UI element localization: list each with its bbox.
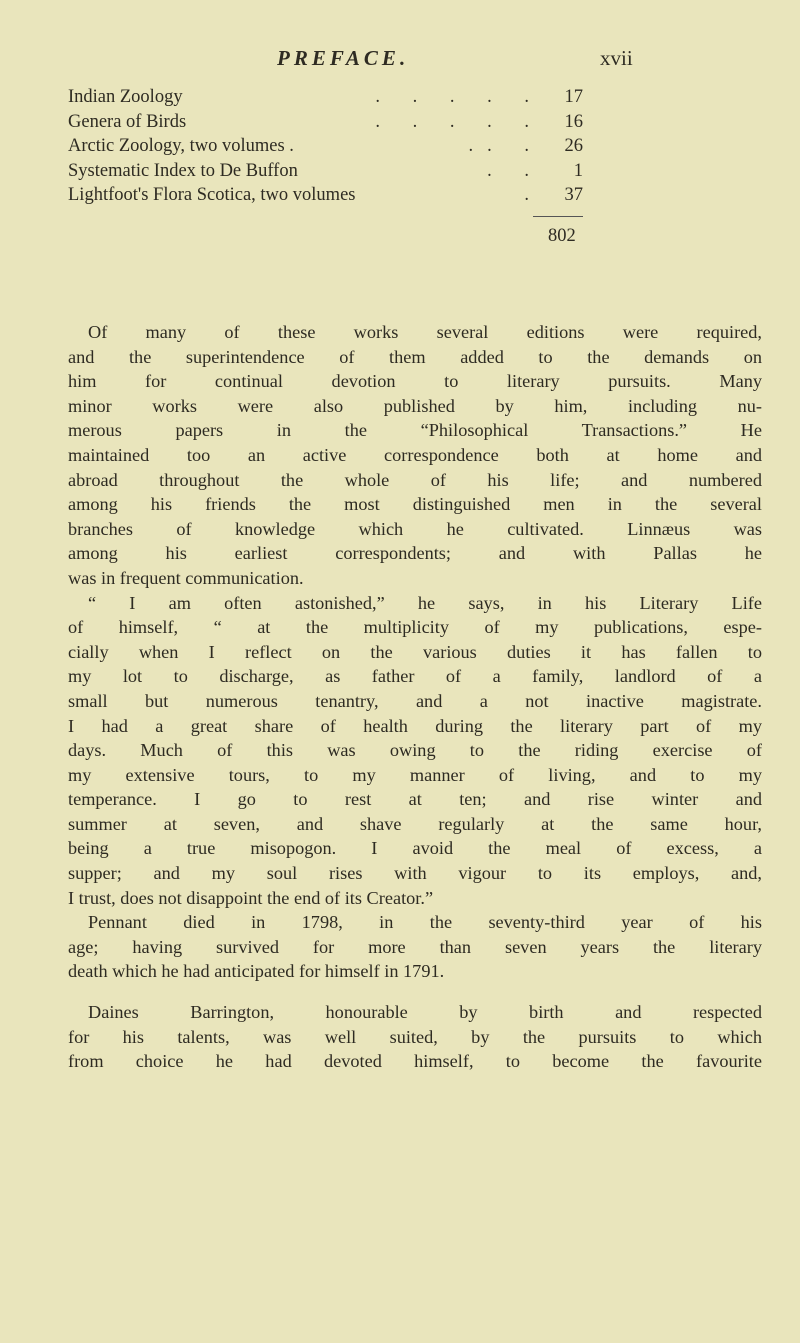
text-line: and the superintendence of them added to the demands on bbox=[68, 346, 762, 367]
text-line: minor works were also published by him, including nu- bbox=[68, 395, 762, 416]
text-line: Of many of these works several editions were required, bbox=[88, 322, 762, 342]
leader-dots: . . . . . bbox=[375, 111, 543, 132]
text-line: death which he had anticipated for himself in 1791. bbox=[68, 961, 445, 982]
work-count: 17 bbox=[564, 87, 583, 107]
text-line: abroad throughout the whole of his life; and numbered bbox=[68, 469, 762, 490]
work-title: Indian Zoology bbox=[68, 87, 183, 107]
works-list bbox=[68, 85, 583, 208]
text-line: my extensive tours, to my manner of living, and to my bbox=[68, 764, 762, 785]
work-count: 37 bbox=[564, 185, 583, 205]
text-line: branches of knowledge which he cultivated. Linnæus was bbox=[68, 518, 762, 539]
list-item bbox=[68, 159, 583, 184]
leader-dots: . . . . . bbox=[375, 87, 543, 107]
running-head-title: PREFACE. bbox=[277, 46, 410, 70]
text-line: being a true misopogon. I avoid the meal of excess, a bbox=[68, 838, 762, 859]
leader-dots: . bbox=[524, 185, 543, 205]
sum-rule bbox=[533, 216, 583, 217]
text-line: for his talents, was well suited, by the pursuits to which bbox=[68, 1026, 762, 1047]
paragraph-pennant bbox=[68, 320, 762, 984]
work-title: Genera of Birds bbox=[68, 111, 187, 132]
text-line: Pennant died in 1798, in the seventy-third year of his bbox=[88, 912, 762, 933]
text-line: Daines Barrington, honourable by birth and respected bbox=[88, 1002, 762, 1022]
list-item bbox=[68, 85, 583, 110]
text-line: temperance. I go to rest at ten; and rise winter and bbox=[68, 789, 762, 810]
text-line: summer at seven, and shave regularly at the same hour, bbox=[68, 813, 762, 834]
work-count: 26 bbox=[564, 136, 583, 156]
work-count: 16 bbox=[564, 111, 583, 132]
text-line: merous papers in the “Philosophical Transactions.” He bbox=[68, 420, 762, 441]
text-line: days. Much of this was owing to the riding exercise of bbox=[68, 740, 762, 761]
page-number: xvii bbox=[600, 46, 633, 70]
work-title: Systematic Index to De Buffon bbox=[68, 160, 298, 181]
work-title: Arctic Zoology, two volumes . bbox=[68, 136, 294, 156]
text-line: small but numerous tenantry, and a not inactive magistrate. bbox=[68, 690, 762, 711]
text-line: cially when I reflect on the various duties it has fallen to bbox=[68, 641, 762, 662]
list-item bbox=[68, 183, 583, 208]
text-line: I had a great share of health during the literary part of my bbox=[68, 715, 762, 736]
text-line: from choice he had devoted himself, to become the favourite bbox=[68, 1051, 762, 1072]
text-line: age; having survived for more than seven years the literary bbox=[68, 936, 762, 957]
text-line: “ I am often astonished,” he says, in his Literary Life bbox=[88, 592, 762, 613]
text-line: among his earliest correspondents; and with Pallas he bbox=[68, 543, 762, 564]
list-item bbox=[68, 110, 583, 135]
work-count: 1 bbox=[573, 160, 583, 181]
text-line: was in frequent communication. bbox=[68, 567, 304, 588]
work-title: Lightfoot's Flora Scotica, two volumes bbox=[68, 185, 356, 205]
text-line: maintained too an active correspondence both at home and bbox=[68, 444, 762, 465]
text-line: of himself, “ at the multiplicity of my publications, espe- bbox=[68, 617, 762, 638]
paragraph-barrington bbox=[68, 1000, 762, 1074]
list-item bbox=[68, 134, 583, 159]
leader-dots: . . bbox=[487, 160, 543, 181]
list-total: 802 bbox=[548, 226, 576, 246]
text-line: I trust, does not disappoint the end of its Creator.” bbox=[68, 887, 434, 908]
text-line: among his friends the most distinguished men in the several bbox=[68, 494, 762, 515]
text-line: my lot to discharge, as father of a family, landlord of a bbox=[68, 666, 762, 687]
leader-dots: .. . bbox=[468, 136, 543, 156]
text-line: supper; and my soul rises with vigour to its employs, and, bbox=[68, 863, 762, 884]
text-line: him for continual devotion to literary pursuits. Many bbox=[68, 371, 762, 392]
